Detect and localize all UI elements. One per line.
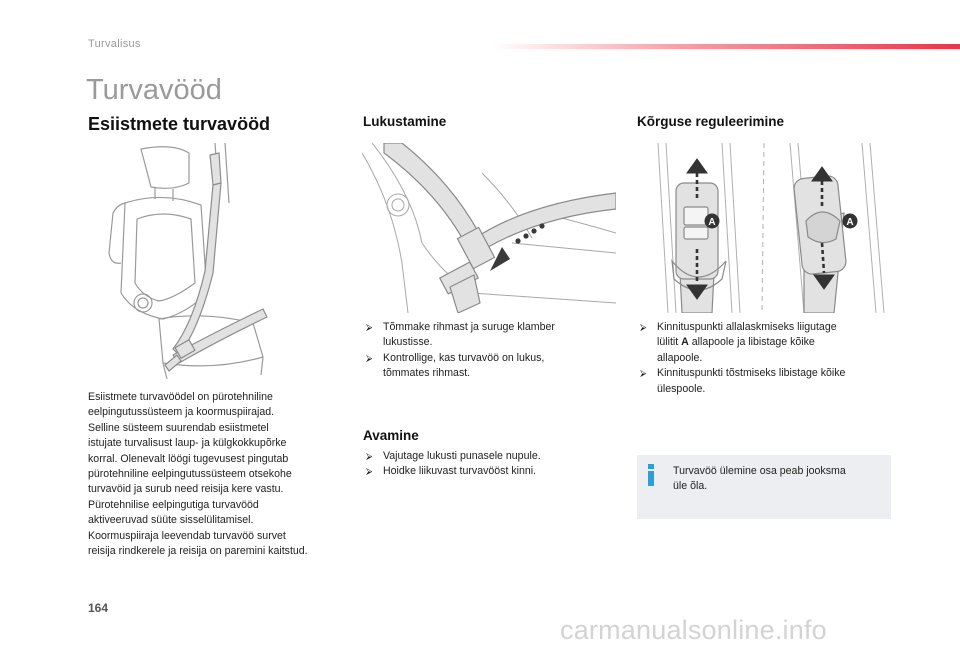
header-accent-bar <box>492 44 960 49</box>
info-note-text: Turvavöö ülemine osa peab jooksma üle õla. <box>673 465 846 493</box>
info-icon <box>646 464 656 486</box>
section-label: Turvalisus <box>88 38 141 50</box>
height-adjuster-illustration <box>654 143 890 313</box>
page-number: 164 <box>88 601 109 615</box>
front-belts-heading: Esiistmete turvavööd <box>88 114 271 134</box>
callout-a-right: A <box>846 217 854 228</box>
buckle-illustration <box>362 143 616 313</box>
opening-steps <box>365 449 597 480</box>
page-title: Turvavööd <box>86 74 222 106</box>
list-item: ⮚ Hoidke liikuvast turvavööst kinni. <box>365 464 597 479</box>
seat-illustration <box>103 143 335 381</box>
arrow-bullet-icon: ⮚ <box>366 451 373 461</box>
arrow-bullet-icon: ⮚ <box>640 322 647 332</box>
callout-a-left: A <box>708 217 716 228</box>
list-item: ⮚ Kinnituspunkti tõstmiseks libistage kõike ülespoole. <box>640 367 846 395</box>
locking-heading: Lukustamine <box>363 114 447 129</box>
height-adjust-steps <box>639 320 889 397</box>
info-note <box>637 455 891 519</box>
arrow-bullet-icon: ⮚ <box>640 368 647 379</box>
opening-heading: Avamine <box>363 428 419 443</box>
watermark: carmanualsonline.info <box>560 615 827 645</box>
list-item: ⮚ Vajutage lukusti punasele nupule. <box>365 449 597 464</box>
arrow-bullet-icon: ⮚ <box>366 322 373 332</box>
locking-steps <box>365 320 597 382</box>
list-item: ⮚ Kinnituspunkti allalaskmiseks liigutage lülitit A allapoole ja libistage kõike allapoole. <box>640 321 837 364</box>
arrow-bullet-icon: ⮚ <box>366 466 373 477</box>
arrow-bullet-icon: ⮚ <box>366 352 373 363</box>
height-adjust-heading: Kõrguse reguleerimine <box>637 114 785 129</box>
list-item: ⮚ Kontrollige, kas turvavöö on lukus, tõmmates rihmast. <box>366 351 545 380</box>
list-item: ⮚ Tõmmake rihmast ja suruge klamber lukustisse. <box>366 321 555 349</box>
front-belts-description: Esiistmete turvavöödel on pürotehniline eelpingutussüsteem ja koormuspiirajad. Selline süsteem suurendab esiistmetel istujate turvalisust laup- ja külgkokkupõrke korral. Olenevalt löögi tugevusest pingutab pürotehniline eelpingutussüsteem otsekohe turvavöid ja surub need reisija kere vastu. Pürotehnilise eelpingutiga turvavööd aktiveeruvad süüte sisselülitamisel. Koormuspiiraja leevendab turvavöö survet reisija rindkerele ja reisija on paremini kaitstud. <box>88 391 308 558</box>
